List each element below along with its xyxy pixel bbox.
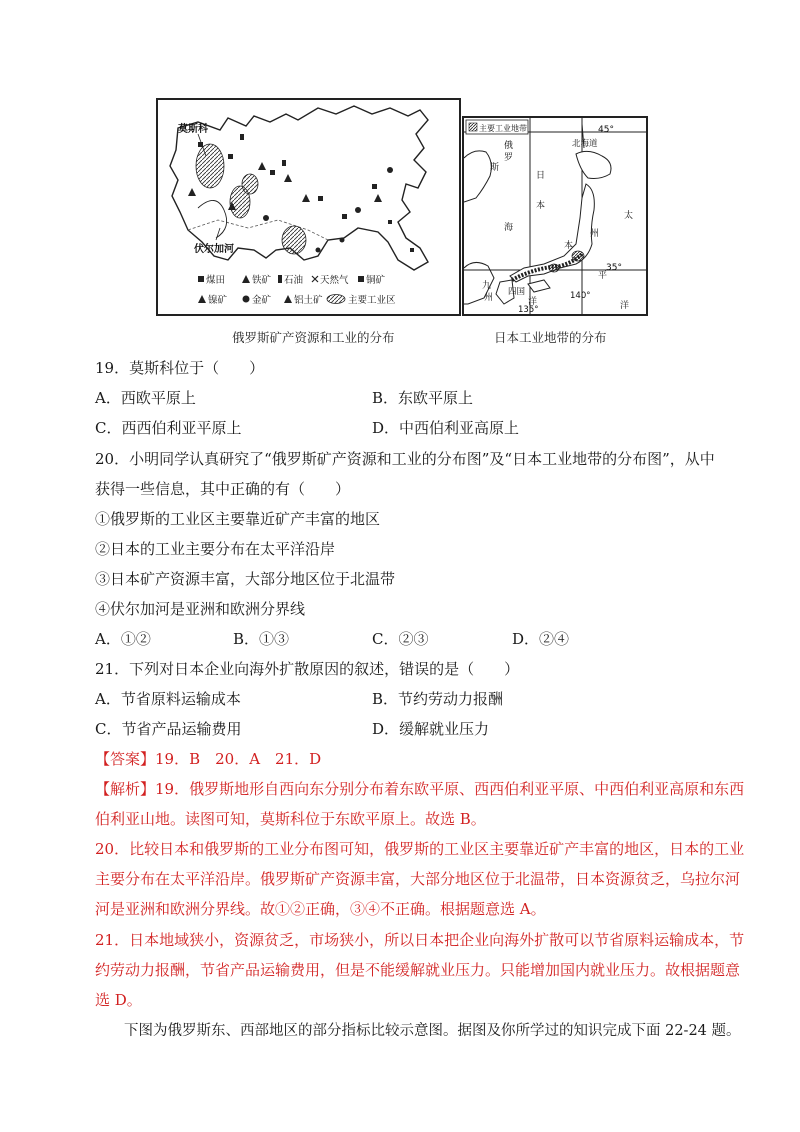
label-lon135: 135° xyxy=(518,305,539,314)
japan-map-figure xyxy=(462,116,648,316)
label-pac-1: 太 xyxy=(624,211,634,221)
q21-option-c[interactable]: C．节省产品运输费用 xyxy=(95,720,242,738)
label-jp-2: 本 xyxy=(536,201,546,211)
russia-map-svg xyxy=(158,100,459,314)
analysis-line-4: 主要分布在太平洋沿岸。俄罗斯矿产资源丰富，大部分地区位于北温带，日本资源贫乏，乌拉尔河 xyxy=(95,870,741,888)
q20-statement-2: ②日本的工业主要分布在太平洋沿岸 xyxy=(95,540,336,558)
label-moscow: 莫斯科 xyxy=(178,124,208,135)
q20-stem-line1: 20．小明同学认真研究了“俄罗斯矿产资源和工业的分布图”及“日本工业地带的分布图”，从中 xyxy=(95,450,715,468)
japan-legend-label: 主要工业地带 xyxy=(479,124,527,133)
q19-stem: 19．莫斯科位于（ ） xyxy=(95,359,265,377)
analysis-line-2: 伯利亚山地。读图可知，莫斯科位于东欧平原上。故选 B。 xyxy=(95,810,486,828)
legend-copper: 铜矿 xyxy=(366,275,386,286)
q19-option-b[interactable]: B．东欧平原上 xyxy=(372,389,474,407)
answer-line: 【答案】19．B 20．A 21．D xyxy=(95,750,322,768)
label-pac-3: 洋 xyxy=(620,301,630,311)
label-lat45: 45° xyxy=(598,125,614,135)
label-shikoku: 四国 xyxy=(508,287,526,297)
label-ocean-south: 洋 xyxy=(528,297,538,307)
label-hokkaido: 北海道 xyxy=(572,139,598,149)
analysis-line-3: 20．比较日本和俄罗斯的工业分布图可知，俄罗斯的工业区主要靠近矿产丰富的地区，日本的工业 xyxy=(95,840,745,858)
q21-option-d[interactable]: D．缓解就业压力 xyxy=(372,720,490,738)
label-lat35: 35° xyxy=(606,263,622,273)
legend-industrial-zone: 主要工业区 xyxy=(348,295,396,306)
legend-coal: 煤田 xyxy=(206,275,226,286)
q19-option-c[interactable]: C．西西伯利亚平原上 xyxy=(95,419,242,437)
label-volga: 伏尔加河 xyxy=(194,244,234,255)
analysis-line-5: 河是亚洲和欧洲分界线。故①②正确，③④不正确。根据题意选 A。 xyxy=(95,900,546,918)
analysis-line-6: 21．日本地域狭小，资源贫乏，市场狭小，所以日本把企业向海外扩散可以节省原料运输成本，节 xyxy=(95,931,745,949)
label-honshu-1: 本 xyxy=(564,241,574,251)
q20-option-c[interactable]: C．②③ xyxy=(372,630,429,648)
japan-map-caption: 日本工业地带的分布 xyxy=(494,330,607,345)
legend-gas: 天然气 xyxy=(320,275,349,286)
label-honshu-2: 州 xyxy=(590,229,600,239)
legend-bauxite: 铝土矿 xyxy=(294,295,323,306)
q20-statement-4: ④伏尔加河是亚洲和欧洲分界线 xyxy=(95,600,306,618)
legend-iron: 铁矿 xyxy=(252,275,272,286)
industrial-zone-moscow xyxy=(196,144,224,188)
legend-nickel: 镍矿 xyxy=(208,295,228,306)
analysis-line-8: 选 D。 xyxy=(95,991,142,1009)
keihin-zone xyxy=(572,251,584,261)
legend-oil: 石油 xyxy=(284,275,304,286)
russia-map-figure xyxy=(156,98,461,316)
hanshin-zone xyxy=(549,264,559,272)
label-ru-2: 罗 xyxy=(504,153,514,163)
russia-legend xyxy=(198,274,396,306)
q21-option-b[interactable]: B．节约劳动力报酬 xyxy=(372,690,504,708)
q20-statement-1: ①俄罗斯的工业区主要靠近矿产丰富的地区 xyxy=(95,510,381,528)
label-kyushu-1: 九 xyxy=(482,281,492,291)
q20-option-a[interactable]: A．①② xyxy=(95,630,151,648)
japan-map-svg xyxy=(464,118,646,314)
q20-statement-3: ③日本矿产资源丰富，大部分地区位于北温带 xyxy=(95,570,396,588)
analysis-line-1: 【解析】19．俄罗斯地形自西向东分别分布着东欧平原、西西伯利亚平原、中西伯利亚高原和东西 xyxy=(95,780,745,798)
q21-stem: 21．下列对日本企业向海外扩散原因的叙述，错误的是（ ） xyxy=(95,660,520,678)
label-kyushu-2: 州 xyxy=(484,293,494,303)
figures-area xyxy=(152,96,652,350)
hokkaido-island xyxy=(576,151,611,178)
q20-option-d[interactable]: D．②④ xyxy=(512,630,570,648)
shikoku-island xyxy=(528,280,550,292)
industrial-zone-urals xyxy=(242,174,258,194)
q19-option-a[interactable]: A．西欧平原上 xyxy=(95,389,196,407)
q20-option-b[interactable]: B．①③ xyxy=(233,630,290,648)
q19-option-d[interactable]: D．中西伯利亚高原上 xyxy=(372,419,520,437)
label-pac-2: 平 xyxy=(598,271,608,281)
label-lon140: 140° xyxy=(570,291,591,301)
russia-map-caption: 俄罗斯矿产资源和工业的分布 xyxy=(232,330,395,345)
mainland-coast xyxy=(464,151,491,202)
label-ru-1: 俄 xyxy=(504,141,514,151)
industrial-zone-siberia xyxy=(282,226,306,254)
q20-stem-line2: 获得一些信息，其中正确的有（ ） xyxy=(95,480,351,498)
label-ru-3: 斯 xyxy=(490,163,500,173)
next-section-intro: 下图为俄罗斯东、西部地区的部分指标比较示意图。据图及你所学过的知识完成下面 22-24 题。 xyxy=(124,1023,741,1039)
legend-gold: 金矿 xyxy=(252,295,272,306)
analysis-line-7: 约劳动力报酬，节省产品运输费用，但是不能缓解就业压力。只能增加国内就业压力。故根据题意 xyxy=(95,961,741,979)
label-sea: 海 xyxy=(504,223,514,233)
q21-option-a[interactable]: A．节省原料运输成本 xyxy=(95,690,241,708)
label-jp-1: 日 xyxy=(536,171,546,181)
